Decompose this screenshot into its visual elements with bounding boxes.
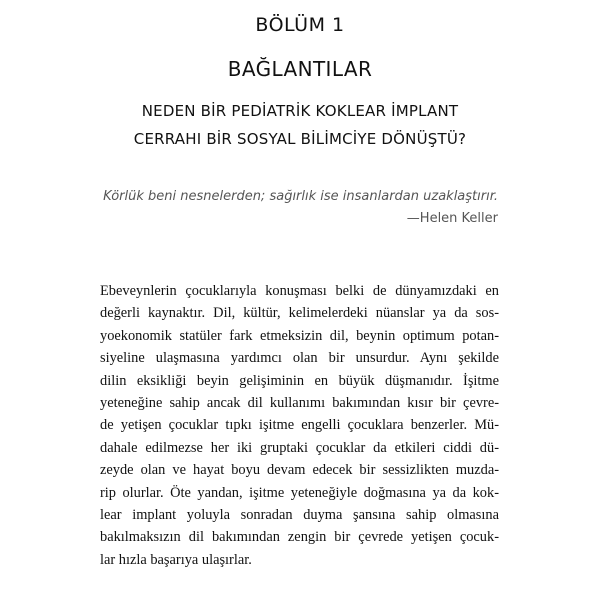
epigraph [100,186,498,230]
body-line: siyeline ulaşmasına yardımcı olan bir unsurdur. Aynı şekilde [100,350,499,367]
chapter-title: BAĞLANTILAR [227,57,373,81]
body-line: de yetişen çocuklar tıpkı işitme engelli çocuklara benzerler. Mü- [100,417,499,434]
chapter-subtitle [0,97,600,153]
subtitle-line: NEDEN BİR PEDİATRİK KOKLEAR İMPLANT [141,102,459,120]
body-paragraph [100,280,499,571]
chapter-number: BÖLÜM 1 [255,14,345,36]
body-line: lear implant yoluyla sonradan duyma şansına sahip olmasına [100,506,499,523]
body-line: rip olurlar. Öte yandan, işitme yeteneğiyle doğmasına ya da kok- [100,484,499,501]
subtitle-line: CERRAHI BİR SOSYAL BİLİMCİYE DÖNÜŞTÜ? [133,130,467,148]
epigraph-quote: Körlük beni nesnelerden; sağırlık ise insanlardan uzaklaştırır. [103,189,498,204]
body-line: lar hızla başarıya ulaşırlar. [100,551,252,568]
body-line: değerli kaynaktır. Dil, kültür, kelimelerdeki nüanslar ya da sos- [100,305,499,322]
body-line: Ebeveynlerin çocuklarıyla konuşması belki de dünyamızdaki en [100,283,499,299]
epigraph-author: —Helen Keller [406,211,498,226]
body-line: dahale edilmezse her iki gruptaki çocuklar da etkileri ciddi dü- [100,439,499,456]
body-line: zeyde olan ve hayat boyu devam edecek bir sessizlikten muzda- [100,462,499,479]
body-line: yeteneğine sahip ancak dil kullanımı bakımından kısır bir çevre- [100,394,499,411]
body-line: bakılmaksızın dil bakımından zengin bir çevrede yetişen çocuk- [100,529,499,546]
body-line: dilin eksikliği beyin gelişiminin en büyük düşmanıdır. İşitme [100,372,499,389]
body-line: yoekonomik statüler fark etmeksizin dil, beynin optimum potan- [100,327,499,344]
